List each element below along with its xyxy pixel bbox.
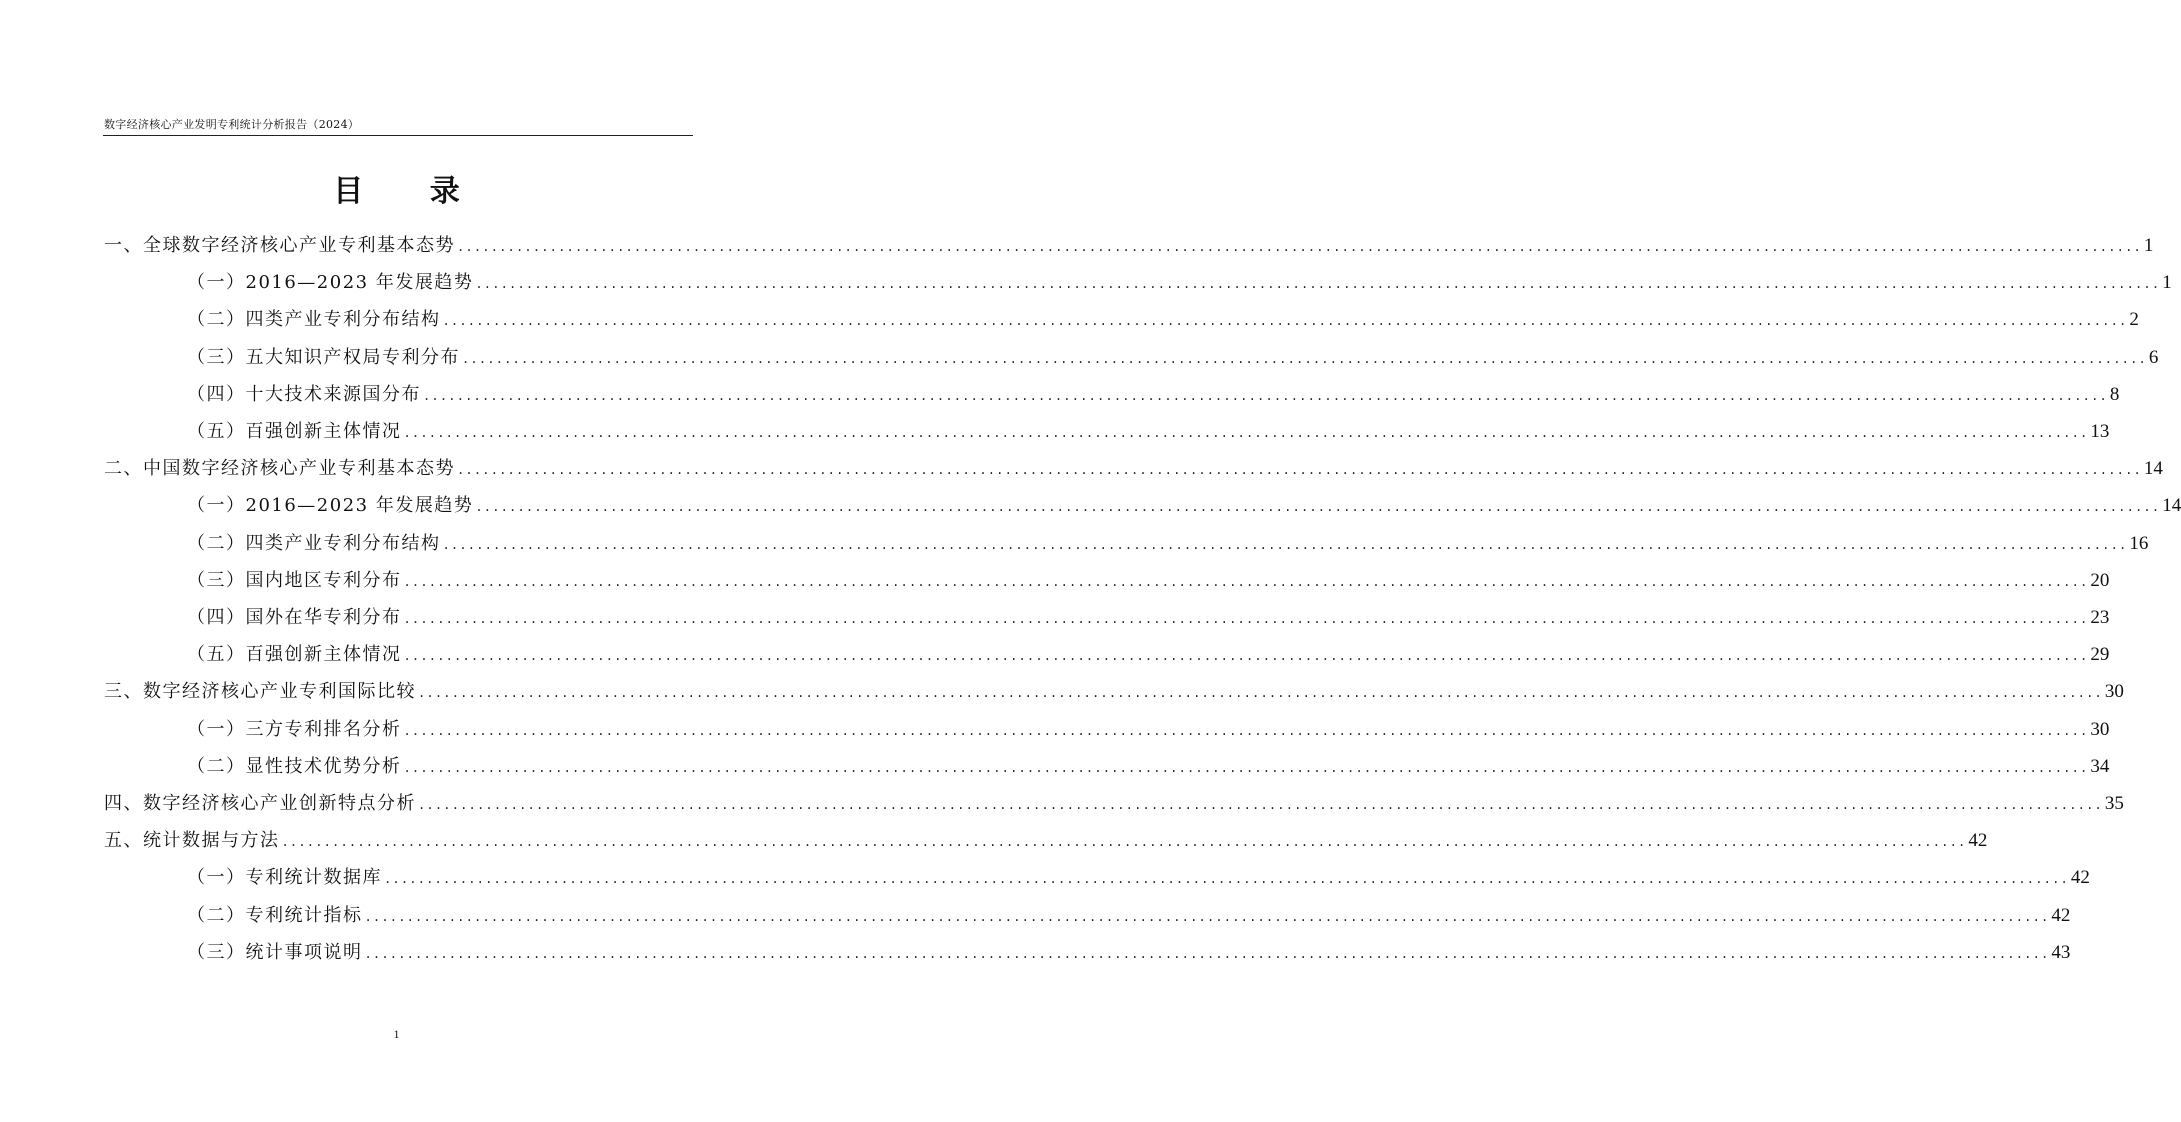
toc-entry-title: 五、统计数据与方法 [104, 830, 280, 852]
toc-entry[interactable] [187, 377, 2120, 407]
toc-entry-page: 42 [1968, 830, 1988, 852]
toc-entry[interactable] [104, 228, 2154, 258]
toc-entry-title: （二）四类产业专利分布结构 [187, 532, 441, 554]
toc-leader-dots: ........................................................................................................................................................................................................ [418, 686, 2103, 701]
toc-entry-page: 30 [2104, 681, 2124, 703]
toc-entry-title: 二、中国数字经济核心产业专利基本态势 [104, 458, 455, 480]
toc-leader-dots: ........................................................................................................................................................................................................ [423, 388, 2108, 403]
toc-entry[interactable] [187, 563, 2110, 593]
toc-entry-title: （一）2016—2023 年发展趋势 [187, 272, 474, 294]
toc-leader-dots: ........................................................................................................................................................................................................ [418, 798, 2103, 812]
toc-entry[interactable] [187, 712, 2110, 742]
toc-entry-title: 三、数字经济核心产业专利国际比较 [104, 681, 416, 703]
toc-entry[interactable] [187, 340, 2159, 370]
toc-leader-dots: ........................................................................................................................................................................................................ [364, 946, 2050, 961]
toc-entry-title: （五）百强创新主体情况 [187, 644, 402, 666]
toc-entry-page: 34 [2090, 755, 2110, 777]
toc-leader-dots: ........................................................................................................................................................................................................ [384, 872, 2069, 887]
toc-leader-dots: ........................................................................................................................................................................................................ [475, 500, 2161, 515]
toc-entry[interactable] [104, 786, 2124, 816]
toc-entry-title: （一）2016—2023 年发展趋势 [187, 495, 474, 517]
toc-leader-dots: ........................................................................................................................................................................................................ [457, 463, 2142, 478]
toc-entry-title: （二）专利统计指标 [187, 904, 363, 926]
toc-entry-page: 6 [2148, 346, 2159, 368]
toc-entry-page: 16 [2129, 532, 2149, 554]
toc-entry-title: （三）统计事项说明 [187, 941, 363, 963]
toc-entry[interactable] [187, 526, 2149, 556]
toc-leader-dots: ........................................................................................................................................................................................................ [442, 314, 2128, 329]
toc-entry-page: 2 [2129, 309, 2139, 331]
toc-leader-dots: ........................................................................................................................................................................................................ [442, 537, 2128, 552]
toc-leader-dots: ........................................................................................................................................................................................................ [403, 649, 2089, 664]
toc-leader-dots: ........................................................................................................................................................................................................ [403, 612, 2089, 626]
page-number: 1 [393, 1027, 400, 1041]
toc-entry[interactable] [104, 451, 2163, 481]
toc-leader-dots: ........................................................................................................................................................................................................ [364, 909, 2050, 924]
toc-entry-page: 43 [2051, 941, 2071, 963]
toc-leader-dots: ........................................................................................................................................................................................................ [462, 351, 2147, 366]
toc-leader-dots: ........................................................................................................................................................................................................ [457, 240, 2142, 254]
toc-leader-dots: ........................................................................................................................................................................................................ [403, 574, 2089, 589]
toc-entry-page: 20 [2090, 569, 2110, 591]
toc-entry-page: 35 [2104, 793, 2124, 814]
toc-entry-page: 1 [2162, 272, 2172, 294]
toc-entry-page: 14 [2162, 495, 2181, 517]
toc-entry-page: 30 [2090, 718, 2110, 740]
running-header: 数字经济核心产业发明专利统计分析报告（2024） [104, 118, 360, 131]
toc-entry-page: 14 [2143, 458, 2163, 480]
page-title: 目 录 [333, 174, 488, 209]
toc-entry[interactable] [187, 637, 2110, 667]
toc-entry-title: 四、数字经济核心产业创新特点分析 [104, 793, 416, 814]
toc-entry-page: 1 [2143, 235, 2154, 256]
toc-entry[interactable] [187, 302, 2139, 332]
toc-entry-page: 8 [2109, 383, 2120, 405]
toc-entry-title: （三）国内地区专利分布 [187, 569, 402, 591]
toc-entry[interactable] [104, 823, 1988, 853]
toc-entry-title: （一）三方专利排名分析 [187, 718, 402, 740]
toc-entry[interactable] [187, 935, 2071, 965]
toc-entry-title: （一）专利统计数据库 [187, 867, 382, 889]
toc-entry[interactable] [187, 749, 2110, 779]
header-rule [103, 135, 693, 136]
toc-leader-dots: ........................................................................................................................................................................................................ [475, 277, 2161, 292]
toc-entry-page: 42 [2070, 867, 2090, 889]
toc-entry[interactable] [187, 265, 2172, 295]
toc-entry-title: （三）五大知识产权局专利分布 [187, 346, 460, 368]
toc-entry[interactable] [187, 860, 2090, 890]
toc-entry[interactable] [187, 600, 2110, 630]
toc-entry-title: （四）十大技术来源国分布 [187, 383, 421, 405]
toc-entry-title: （二）显性技术优势分析 [187, 755, 402, 777]
toc-entry[interactable] [104, 674, 2124, 704]
toc-entry-title: （二）四类产业专利分布结构 [187, 309, 441, 331]
toc-leader-dots: ........................................................................................................................................................................................................ [403, 426, 2089, 440]
toc-leader-dots: ........................................................................................................................................................................................................ [403, 723, 2089, 738]
toc-leader-dots: ........................................................................................................................................................................................................ [403, 760, 2089, 775]
toc-entry-title: 一、全球数字经济核心产业专利基本态势 [104, 235, 455, 256]
toc-entry-page: 42 [2051, 904, 2071, 926]
toc-entry-title: （四）国外在华专利分布 [187, 607, 402, 628]
toc-entry[interactable] [187, 898, 2071, 928]
toc-entry-page: 29 [2090, 644, 2110, 666]
toc-leader-dots: ........................................................................................................................................................................................................ [281, 835, 1967, 850]
toc-entry[interactable] [187, 488, 2181, 518]
toc-entry-page: 23 [2090, 607, 2110, 628]
toc-entry-page: 13 [2090, 421, 2110, 442]
toc-entry-title: （五）百强创新主体情况 [187, 421, 402, 442]
toc-entry[interactable] [187, 414, 2110, 444]
